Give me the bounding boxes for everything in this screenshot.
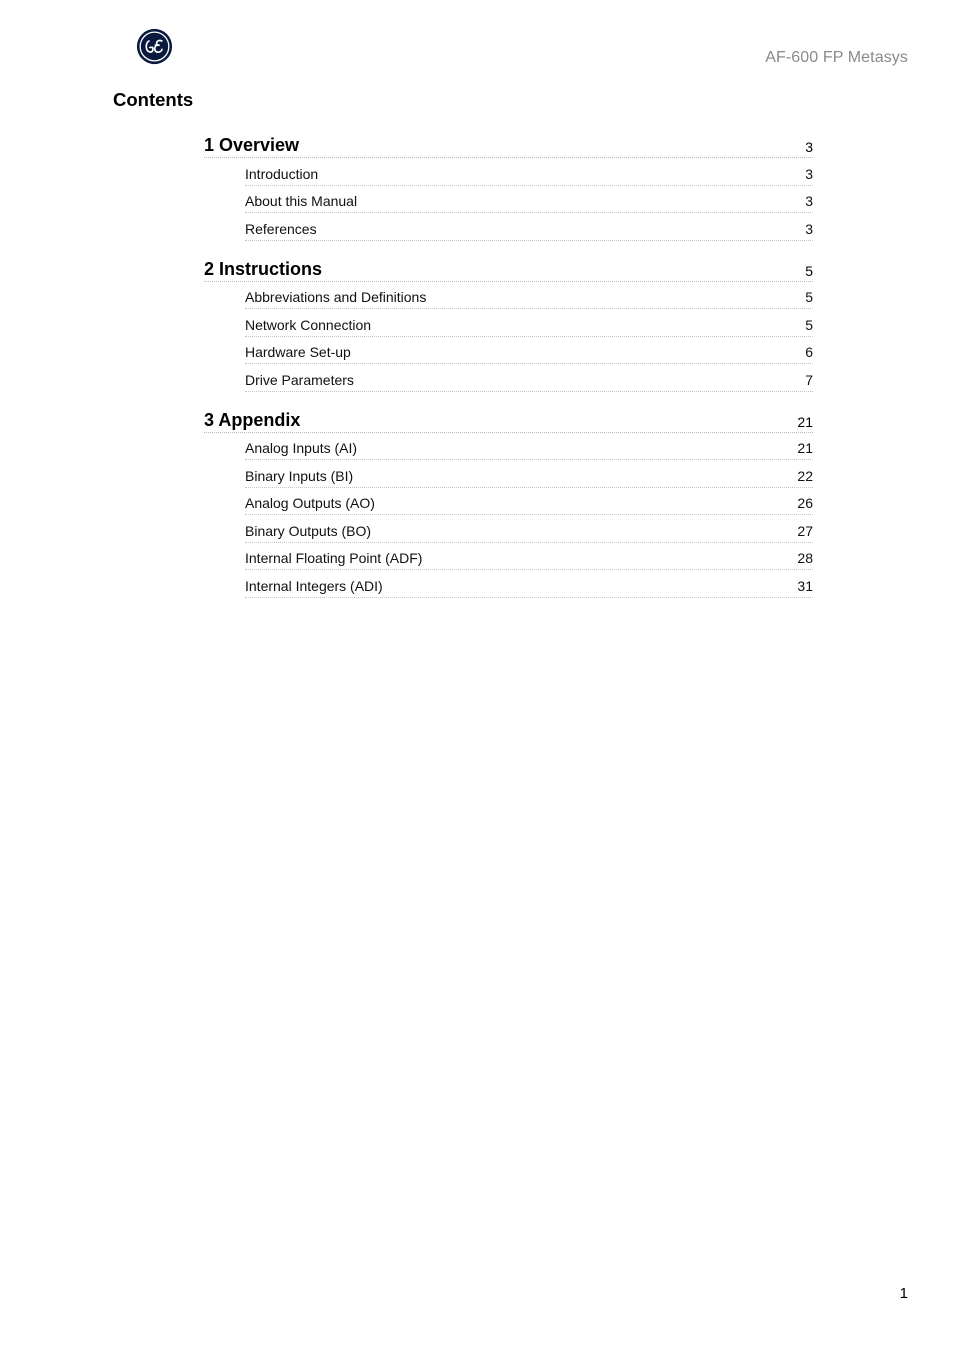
- toc-chapter-title: 2 Instructions: [204, 258, 323, 279]
- toc-section-title: Internal Integers (ADI): [245, 577, 383, 594]
- toc-chapter-title: 1 Overview: [204, 135, 300, 155]
- toc-section-title: Analog Outputs (AO): [245, 495, 375, 511]
- toc-section-list: [204, 158, 813, 241]
- toc-section-title: References: [245, 220, 317, 237]
- toc-section-page: 27: [797, 522, 813, 539]
- toc-section-page: 22: [797, 467, 813, 484]
- toc-section-page: 7: [805, 371, 813, 388]
- toc-section-list: [204, 433, 813, 598]
- toc-section-title: Network Connection: [245, 316, 372, 333]
- toc-section-page: 3: [805, 220, 813, 237]
- toc-section-page: 26: [797, 495, 813, 511]
- toc-section-entry[interactable]: [245, 158, 813, 186]
- toc-section-title: Abbreviations and Definitions: [245, 289, 427, 305]
- page-number: 1: [899, 1285, 908, 1302]
- toc-section-page: 31: [797, 577, 813, 594]
- toc-section-title: Binary Outputs (BO): [245, 522, 372, 539]
- toc-section-title: Internal Floating Point (ADF): [245, 550, 423, 566]
- toc-chapter: [204, 132, 813, 241]
- toc-section-entry[interactable]: [245, 543, 813, 571]
- toc-section-page: 5: [805, 316, 813, 333]
- toc-section-title: Binary Inputs (BI): [245, 467, 354, 484]
- toc-section-title: Introduction: [245, 165, 319, 182]
- toc-section-entry[interactable]: [245, 282, 813, 310]
- toc-section-page: 3: [805, 165, 813, 182]
- toc-section-entry[interactable]: [245, 570, 813, 598]
- toc-section-entry[interactable]: [245, 186, 813, 214]
- toc-section-entry[interactable]: [245, 515, 813, 543]
- toc-section-entry[interactable]: [245, 433, 813, 461]
- toc-section-entry[interactable]: [245, 213, 813, 241]
- toc-section-page: 6: [805, 344, 813, 360]
- contents-heading: Contents: [113, 89, 194, 110]
- toc-chapter-entry[interactable]: [204, 407, 813, 433]
- toc-chapter-entry[interactable]: [204, 256, 813, 282]
- toc-section-entry[interactable]: [245, 488, 813, 516]
- toc-section-title: Drive Parameters: [245, 371, 354, 388]
- toc-chapter-entry[interactable]: [204, 132, 813, 158]
- toc-section-title: Analog Inputs (AI): [245, 440, 358, 456]
- toc-chapter-title: 3 Appendix: [204, 409, 301, 430]
- toc-chapter-page: 21: [797, 413, 813, 430]
- toc-section-page: 21: [797, 440, 813, 456]
- toc-section-title: Hardware Set-up: [245, 344, 351, 360]
- toc-section-entry[interactable]: [245, 460, 813, 488]
- toc-section-page: 5: [805, 289, 813, 305]
- toc-section-title: About this Manual: [245, 193, 358, 209]
- toc-section-entry[interactable]: [245, 309, 813, 337]
- table-of-contents: [204, 132, 813, 613]
- toc-section-entry[interactable]: [245, 364, 813, 392]
- toc-section-entry[interactable]: [245, 337, 813, 365]
- toc-chapter: [204, 256, 813, 392]
- toc-chapter-page: 5: [805, 262, 813, 279]
- toc-section-page: 28: [797, 550, 813, 566]
- ge-monogram-icon: [136, 28, 173, 65]
- toc-section-page: 3: [805, 193, 813, 209]
- toc-chapter-page: 3: [805, 139, 813, 155]
- toc-section-list: [204, 282, 813, 392]
- document-title: AF-600 FP Metasys: [765, 49, 908, 66]
- toc-chapter: [204, 407, 813, 598]
